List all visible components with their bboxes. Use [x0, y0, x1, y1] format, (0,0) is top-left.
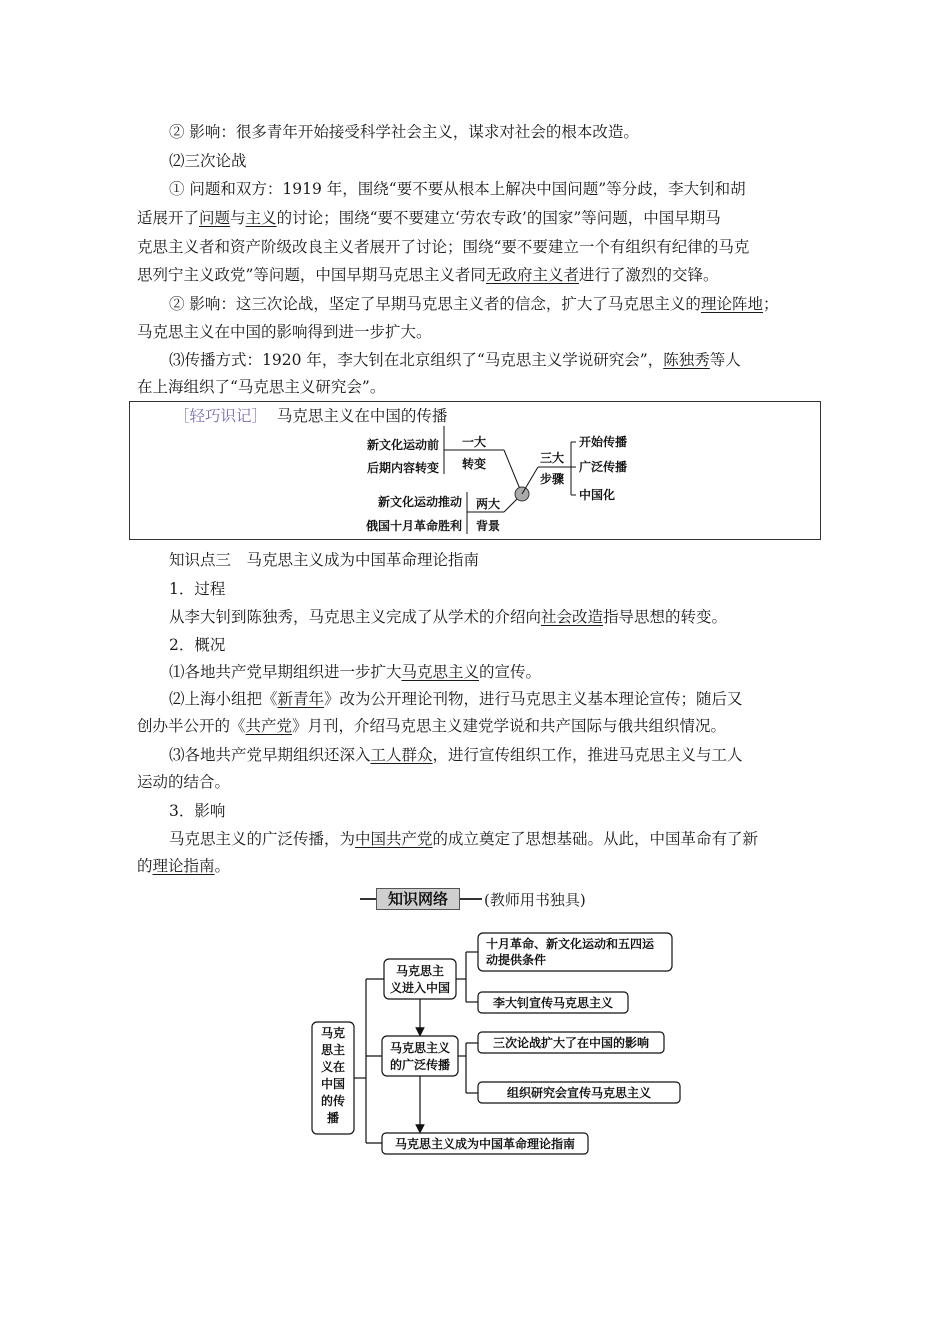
line-influence-3: 马克思主义在中国的影响得到进一步扩大。: [137, 323, 432, 341]
node-text: 三次论战扩大了在中国的影响: [492, 1036, 650, 1050]
node-text: 十月革命、新文化运动和五四运: [486, 937, 655, 951]
memo-heading: 马克思主义在中国的传播: [276, 407, 448, 425]
line-spread-method: [169, 350, 829, 370]
memo-node: 新文化运动前: [366, 438, 439, 452]
underlined-term: 中国共产党: [355, 830, 433, 848]
text-segment: ⑵上海小组把《: [169, 690, 278, 708]
memo-node: 三大: [539, 451, 565, 465]
line-spread-method-2: 在上海组织了“马克思主义研究会”。: [137, 378, 386, 396]
text-segment: 》改为公开理论刊物，进行马克思主义基本理论宣传；随后又: [324, 690, 743, 708]
memo-diagram: [130, 402, 822, 541]
memo-node: 转变: [461, 457, 487, 471]
text-segment: 》月刊，介绍马克思主义建党学说和共产国际与俄共组织情况。: [292, 717, 727, 735]
memo-node: 后期内容转变: [366, 461, 439, 475]
text-segment: 。: [214, 857, 231, 875]
memo-box: [129, 401, 821, 540]
line-process: [169, 607, 829, 627]
memo-tag: ［轻巧识记］: [174, 407, 268, 425]
section-title-k3: 知识点三 马克思主义成为中国革命理论指南: [169, 551, 480, 569]
root-text: 播: [326, 1111, 340, 1125]
line-influence-b: [137, 856, 827, 876]
memo-node: 俄国十月革命胜利: [365, 519, 462, 533]
underlined-term: 工人群众: [370, 746, 433, 764]
node-text: 李大钊宣传马克思主义: [492, 996, 614, 1010]
line-debate-4: [137, 265, 827, 285]
memo-node: 新文化运动推动: [377, 495, 462, 509]
text-segment: ⑶各地共产党早期组织还深入: [169, 746, 371, 764]
root-text: 马克: [320, 1026, 346, 1040]
line-three-debates: ⑵三次论战: [169, 152, 247, 170]
text-segment: 创办半公开的《: [137, 717, 246, 735]
root-text: 中国: [320, 1077, 346, 1091]
text-segment: 的成立奠定了思想基础。从此，中国革命有了新: [432, 830, 759, 848]
node-text: 义进入中国: [389, 981, 451, 995]
memo-node: 中国化: [579, 488, 616, 502]
node-text: 的广泛传播: [389, 1058, 451, 1072]
knowledge-network-diagram: [0, 915, 950, 1165]
line-overview-1: [169, 662, 829, 682]
memo-node: 步骤: [539, 472, 565, 486]
text-segment: ② 影响：这三次论战，坚定了早期马克思主义者的信念，扩大了马克思主义的: [169, 295, 701, 313]
text-segment: 思列宁主义政党”等问题，中国早期马克思主义者同: [137, 266, 486, 284]
memo-node: 一大: [461, 435, 487, 449]
text-segment: ，进行宣传组织工作，推进马克思主义与工人: [432, 746, 743, 764]
text-segment: 进行了激烈的交锋。: [578, 266, 719, 284]
memo-node: 开始传播: [579, 435, 628, 449]
text-segment: 马克思主义的广泛传播，为: [169, 830, 356, 848]
text-segment: 等人: [709, 351, 741, 369]
node-text: 马克思主义: [389, 1041, 451, 1055]
header-bar: [360, 898, 376, 900]
underlined-term: 共产党: [245, 717, 293, 735]
underlined-term: 新青年: [277, 690, 325, 708]
memo-node: 广泛传播: [579, 460, 628, 474]
underlined-term: 无政府主义者: [485, 266, 579, 284]
teacher-note: (教师用书独具): [484, 891, 586, 909]
memo-node: 两大: [475, 497, 501, 511]
line-debate-1: ① 问题和双方：1919 年，围绕“要不要从根本上解决中国问题”等分歧，李大钊和胡: [169, 180, 746, 198]
line-overview-3: [137, 716, 827, 736]
line-influence-a: [169, 829, 829, 849]
underlined-term: 理论指南: [152, 857, 215, 875]
text-segment: ⑶传播方式：1920 年，李大钊在北京组织了“马克思主义学说研究会”，: [169, 351, 664, 369]
text-segment: ；: [762, 295, 779, 313]
text-segment: 适展开了: [137, 209, 200, 227]
text-segment: 的: [137, 857, 153, 875]
line-overview-2: [169, 689, 829, 709]
underlined-term: 理论阵地: [700, 295, 763, 313]
text-segment: 的讨论；围绕“要不要建立‘劳农专政’的国家”等问题，中国早期马: [276, 209, 721, 227]
subheading-overview: 2．概况: [169, 636, 226, 654]
connector-line: [522, 467, 538, 494]
text-segment: 指导思想的转变。: [603, 608, 728, 626]
underlined-term: 问题: [199, 209, 231, 227]
node-text: 组织研究会宣传马克思主义: [506, 1086, 652, 1100]
root-text: 的传: [320, 1094, 346, 1108]
underlined-term: 陈独秀: [663, 351, 710, 369]
network-badge: 知识网络: [376, 888, 460, 910]
text-segment: 与: [230, 209, 246, 227]
line-overview-5: 运动的结合。: [137, 773, 231, 791]
line-influence-1: ② 影响：很多青年开始接受科学社会主义，谋求对社会的根本改造。: [169, 123, 639, 141]
line-debate-2: [137, 208, 827, 228]
root-text: 思主: [320, 1043, 346, 1057]
root-text: 义在: [320, 1060, 346, 1074]
memo-node: 背景: [475, 519, 501, 533]
subheading-process: 1．过程: [169, 580, 226, 598]
line-debate-3: 克思主义者和资产阶级改良主义者展开了讨论；围绕“要不要建立一个有组织有纪律的马克: [137, 238, 750, 256]
header-bar: [460, 898, 482, 900]
line-influence-2: [169, 294, 829, 314]
node-text: 马克思主义成为中国革命理论指南: [394, 1137, 576, 1151]
subheading-influence: 3．影响: [169, 802, 226, 820]
underlined-term: 马克思主义: [401, 663, 480, 681]
text-segment: ⑴各地共产党早期组织进一步扩大: [169, 663, 402, 681]
underlined-term: 主义: [245, 209, 277, 227]
node-text: 马克思主: [395, 964, 445, 978]
text-segment: 的宣传。: [479, 663, 542, 681]
underlined-term: 社会改造: [541, 608, 604, 626]
text-segment: 从李大钊到陈独秀，马克思主义完成了从学术的介绍向: [169, 608, 542, 626]
node-text: 动提供条件: [486, 953, 547, 967]
line-overview-4: [169, 745, 829, 765]
